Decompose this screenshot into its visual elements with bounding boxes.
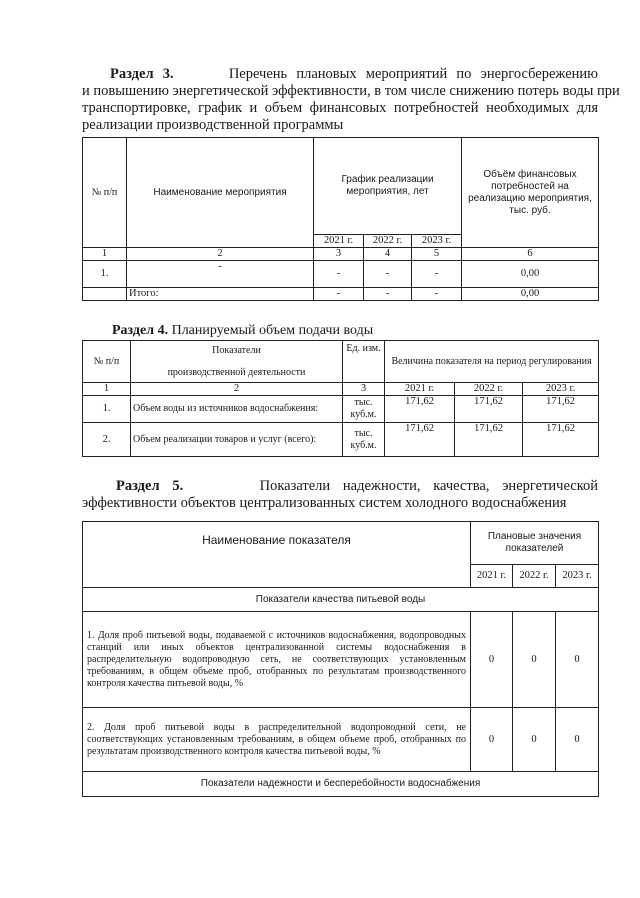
s3-year-2: 2022 г.: [364, 235, 412, 248]
s5-group-quality: Показатели качества питьевой воды: [83, 588, 599, 612]
section3-heading-line2: и повышению энергетической эффективности, в том числе снижению потерь воды при: [82, 83, 620, 99]
s4-header-unit: Ед. изм.: [343, 341, 385, 383]
s3-index-3: 3: [314, 248, 364, 261]
s3-index-1: 1: [83, 248, 127, 261]
section4-heading: [112, 323, 373, 339]
section4-title: Планируемый объем подачи воды: [168, 323, 374, 338]
s4-index-1: 1: [83, 383, 131, 396]
s3-index-5: 5: [412, 248, 462, 261]
section3-label: Раздел 3.: [110, 66, 174, 82]
s3-row1-y1: -: [314, 261, 364, 288]
s3-row2-sum: 0,00: [462, 288, 599, 301]
s3-row1-no: 1.: [83, 261, 127, 288]
table-row: [83, 708, 599, 772]
s4-row1-name: Объем воды из источников водоснабжения:: [131, 396, 343, 423]
section4-table: [82, 340, 599, 457]
s3-row1-name: -: [127, 261, 314, 288]
table-row: [83, 396, 599, 423]
table-row: [83, 288, 599, 301]
s4-row1-v1: 171,62: [385, 396, 455, 423]
s3-row2-y2: -: [364, 288, 412, 301]
section3-title-part1: Перечень плановых мероприятий по энергосбережению: [228, 66, 599, 82]
s3-row1-y2: -: [364, 261, 412, 288]
s3-row2-y3: -: [412, 288, 462, 301]
s4-row1-unit: тыс. куб.м.: [343, 396, 385, 423]
s5-row1-name: 1. Доля проб питьевой воды, подаваемой с источников водоснабжения, водопроводных станций или иных объектов централизованной системы водоснабжения в распределительную водопроводную сеть, не соответствующих установленным требованиям, в общем объеме проб, отобранных по результатам производственного контроля качества питьевой воды, %: [83, 612, 471, 708]
s5-row1-v3: 0: [556, 612, 599, 708]
s5-row2-v1: 0: [471, 708, 513, 772]
s5-year-2: 2022 г.: [513, 565, 556, 588]
section3-heading-line4: реализации производственной программы: [82, 117, 344, 133]
s3-row2-no: [83, 288, 127, 301]
section5-heading-line2: эффективности объектов централизованных систем холодного водоснабжения: [82, 495, 567, 511]
table-row: [83, 423, 599, 457]
section5-table: [82, 521, 599, 797]
s3-year-3: 2023 г.: [412, 235, 462, 248]
s4-year-1: 2021 г.: [385, 383, 455, 396]
s4-index-2: 2: [131, 383, 343, 396]
section3-heading: [82, 66, 620, 134]
s3-index-6: 6: [462, 248, 599, 261]
s3-header-finance: Объём финансовых потребностей на реализацию мероприятия, тыс. руб.: [462, 138, 599, 248]
s3-header-schedule: График реализации мероприятия, лет: [314, 138, 462, 235]
s4-row2-v3: 171,62: [523, 423, 599, 457]
s3-index-2: 2: [127, 248, 314, 261]
s5-row1-v1: 0: [471, 612, 513, 708]
s4-row2-unit: тыс. куб.м.: [343, 423, 385, 457]
s4-year-3: 2023 г.: [523, 383, 599, 396]
s4-header-indicator-line1: Показатели: [212, 344, 261, 356]
s4-header-indicator-line2: производственной деятельности: [167, 366, 306, 378]
s5-row1-v2: 0: [513, 612, 556, 708]
section5-title-part1: Показатели надежности, качества, энергетической: [259, 478, 599, 494]
s4-year-2: 2022 г.: [455, 383, 523, 396]
s5-row2-name: 2. Доля проб питьевой воды в распределительной водопроводной сети, не соответствующих установленным требованиям, в общем объеме проб, отобранных по результатам производственного контроля качества питьевой воды, %: [83, 708, 471, 772]
s3-header-name: Наименование мероприятия: [127, 138, 314, 248]
section5-heading: [82, 478, 598, 512]
table-row: [83, 261, 599, 288]
section4-label: Раздел 4.: [112, 323, 169, 338]
s3-index-4: 4: [364, 248, 412, 261]
s5-header-name: Наименование показателя: [83, 522, 471, 588]
s5-row2-v3: 0: [556, 708, 599, 772]
s3-row1-y3: -: [412, 261, 462, 288]
s3-row2-y1: -: [314, 288, 364, 301]
s4-row1-no: 1.: [83, 396, 131, 423]
section3-heading-line3: транспортировке, график и объем финансовых потребностей необходимых для: [82, 100, 598, 116]
s5-row2-v2: 0: [513, 708, 556, 772]
s4-header-no: № п/п: [83, 341, 131, 383]
s4-header-indicator: [131, 341, 343, 383]
s3-row2-name: Итого:: [127, 288, 314, 301]
s4-row1-v3: 171,62: [523, 396, 599, 423]
s3-year-1: 2021 г.: [314, 235, 364, 248]
s3-header-no: № п/п: [83, 138, 127, 248]
s4-row2-v1: 171,62: [385, 423, 455, 457]
section3-table: [82, 137, 599, 301]
section5-heading-line1: [82, 478, 598, 495]
section3-heading-line1: [82, 66, 598, 83]
section5-label: Раздел 5.: [116, 478, 184, 494]
s4-row1-v2: 171,62: [455, 396, 523, 423]
s3-row1-sum: 0,00: [462, 261, 599, 288]
s5-year-3: 2023 г.: [556, 565, 599, 588]
s4-row2-no: 2.: [83, 423, 131, 457]
s5-year-1: 2021 г.: [471, 565, 513, 588]
s4-index-3: 3: [343, 383, 385, 396]
s5-header-plan: Плановые значения показателей: [471, 522, 599, 565]
s4-row2-v2: 171,62: [455, 423, 523, 457]
s5-group-reliability: Показатели надежности и бесперебойности водоснабжения: [83, 772, 599, 797]
table-row: [83, 612, 599, 708]
s4-row2-name: Объем реализации товаров и услуг (всего):: [131, 423, 343, 457]
s4-header-value: Величина показателя на период регулирования: [385, 341, 599, 383]
